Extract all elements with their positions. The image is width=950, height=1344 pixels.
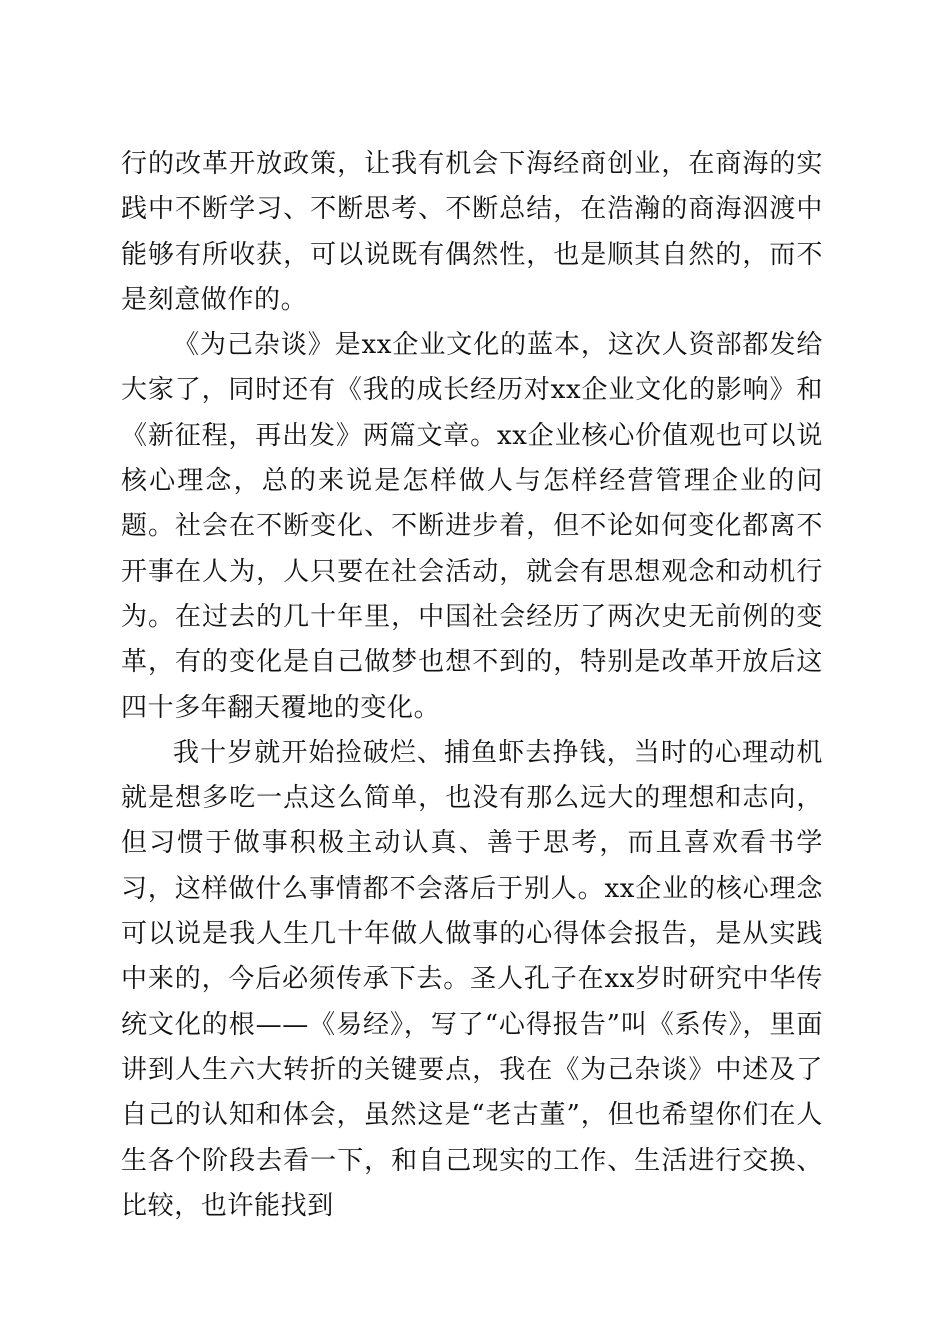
paragraph-2: 《为己杂谈》是xx企业文化的蓝本，这次人资部都发给大家了，同时还有《我的成长经历对xx企业文化的影响》和《新征程，再出发》两篇文章。xx企业核心价值观也可以说核心理念，总的来说是怎样做人与怎样经营管理企业的问题。社会在不断变化、不断进步着，但不论如何变化都离不开事在人为，人只要在社会活动，就会有思想观念和动机行为。在过去的几十年里，中国社会经历了两次史无前例的变革，有的变化是自己做梦也想不到的，特别是改革开放后这四十多年翻天覆地的变化。 — [121, 330, 823, 723]
document-body — [121, 142, 823, 1229]
paragraph-3: 我十岁就开始捡破烂、捕鱼虾去挣钱，当时的心理动机就是想多吃一点这么简单，也没有那么远大的理想和志向，但习惯于做事积极主动认真、善于思考，而且喜欢看书学习，这样做什么事情都不会落后于别人。xx企业的核心理念可以说是我人生几十年做人做事的心得体会报告，是从实践中来的，今后必须传承下去。圣人孔子在xx岁时研究中华传统文化的根——《易经》，写了“心得报告”叫《系传》，里面讲到人生六大转折的关键要点，我在《为己杂谈》中述及了自己的认知和体会，虽然这是“老古董”，但也希望你们在人生各个阶段去看一下，和自己现实的工作、生活进行交换、比较，也许能找到 — [121, 737, 823, 1221]
paragraph-1: 行的改革开放政策，让我有机会下海经商创业，在商海的实践中不断学习、不断思考、不断总结，在浩瀚的商海泅渡中能够有所收获，可以说既有偶然性，也是顺其自然的，而不是刻意做作的。 — [121, 149, 823, 315]
